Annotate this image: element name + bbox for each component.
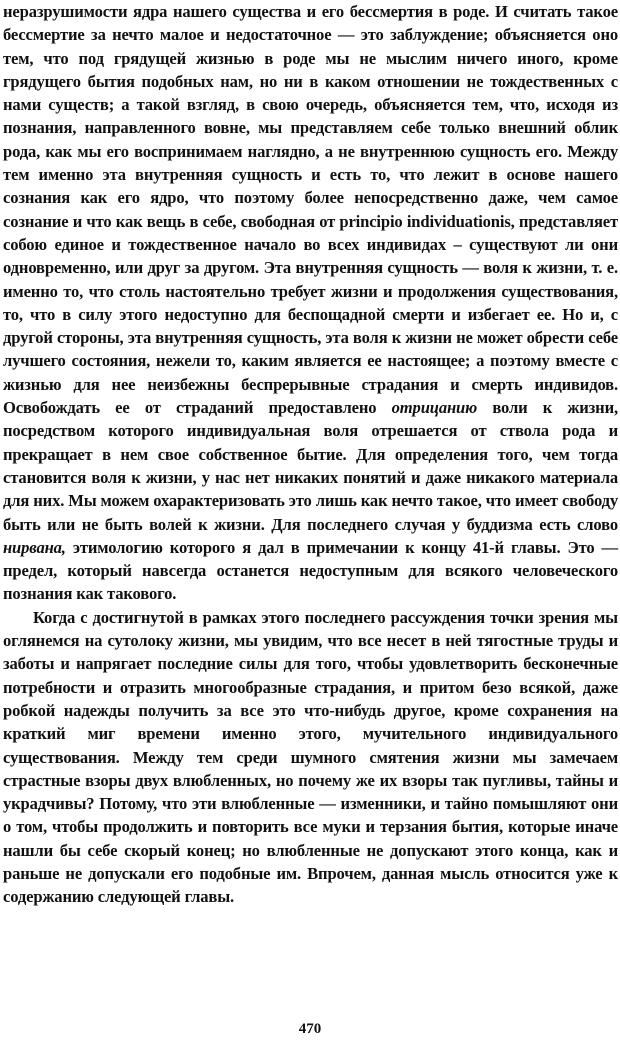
paragraph-1 — [3, 0, 618, 606]
paragraph-2 — [3, 606, 618, 909]
text-segment: этимологию которого я дал в примечании к концу 41-й главы. Это — предел, который навсегда останется недоступным для всякого человеческого познания как такового. — [3, 537, 618, 604]
page-number: 470 — [298, 1021, 322, 1037]
italic-term-nirvana: нирвана, — [3, 537, 66, 557]
italic-term-otritsaniyu: отрицанию — [391, 398, 478, 418]
body-text — [3, 0, 618, 909]
text-segment: неразрушимости ядра нашего существа и его бессмертия в роде. И считать такое бессмертие за нечто малое и недостаточное — это заблуждение; объясняется оно тем, что под грядущей жизнью в роде мы не мыслим ничего иного, кроме грядущего бытия подобных нам, но ни в каком отношении не тождественных с нами существ; а такой взгляд, в свою очередь, объясняется тем, что, исходя из познания, направленного вовне, мы представляем себе только внешний облик рода, как мы его воспринимаем наглядно, а не внутреннюю сущность его. Между тем именно эта внутренняя сущность и есть то, что лежит в основе нашего сознания как его ядро, что поэтому более непосредственно даже, чем самое сознание и что как вещь в себе, свободная от principio individuationis, представляет собою единое и тождественное начало во всех индивидах – существуют ли они одновременно, или друг за другом. Эта внутренняя сущность — воля к жизни, т. е. именно то, что столь настоятельно требует жизни и продолжения существования, то, что в силу этого недоступно для беспощадной смерти и избегает ее. Но и, с другой стороны, эта внутренняя сущность, эта воля к жизни не может обрести себе лучшего состояния, нежели то, каким является ее настоящее; а поэтому вместе с жизнью для нее неизбежны беспрерывные страдания и смерть индивидов. Освобождать ее от страданий предоставлено — [3, 2, 618, 418]
text-segment: воли к жизни, посредством которого индивидуальная воля отрешается от ствола рода и прекращает в нем свое собственное бытие. Для определения того, чем тогда становится воля к жизни, у нас нет никаких понятий и даже никакого материала для них. Мы можем охарактеризовать это лишь как нечто такое, что имеет свободу быть или не быть волей к жизни. Для последнего случая у буддизма есть слово — [3, 398, 618, 534]
text-segment: Когда с достигнутой в рамках этого последнего рассуждения точки зрения мы оглянемся на сутолоку жизни, мы увидим, что все несет в ней тягостные труды и заботы и напрягает последние силы для того, чтобы удовлетворить бесконечные потребности и отразить многообразные страдания, и притом безо всякой, даже робкой надежды получить за все это что-нибудь другое, кроме сохранения на краткий миг времени именно этого, мучительного индивидуального существования. Между тем среди шумного смятения жизни мы замечаем страстные взоры двух влюбленных, но почему же их взоры так пугливы, тайны и украдчивы? Потому, что эти влюбленные — изменники, и тайно помышляют они о том, чтобы продолжить и повторить все муки и терзания бытия, которые иначе нашли бы себе скорый конец; но влюбленные не допускают этого конца, как и раньше не допускали его подобные им. Впрочем, данная мысль относится уже к содержанию следующей главы. — [3, 607, 618, 907]
